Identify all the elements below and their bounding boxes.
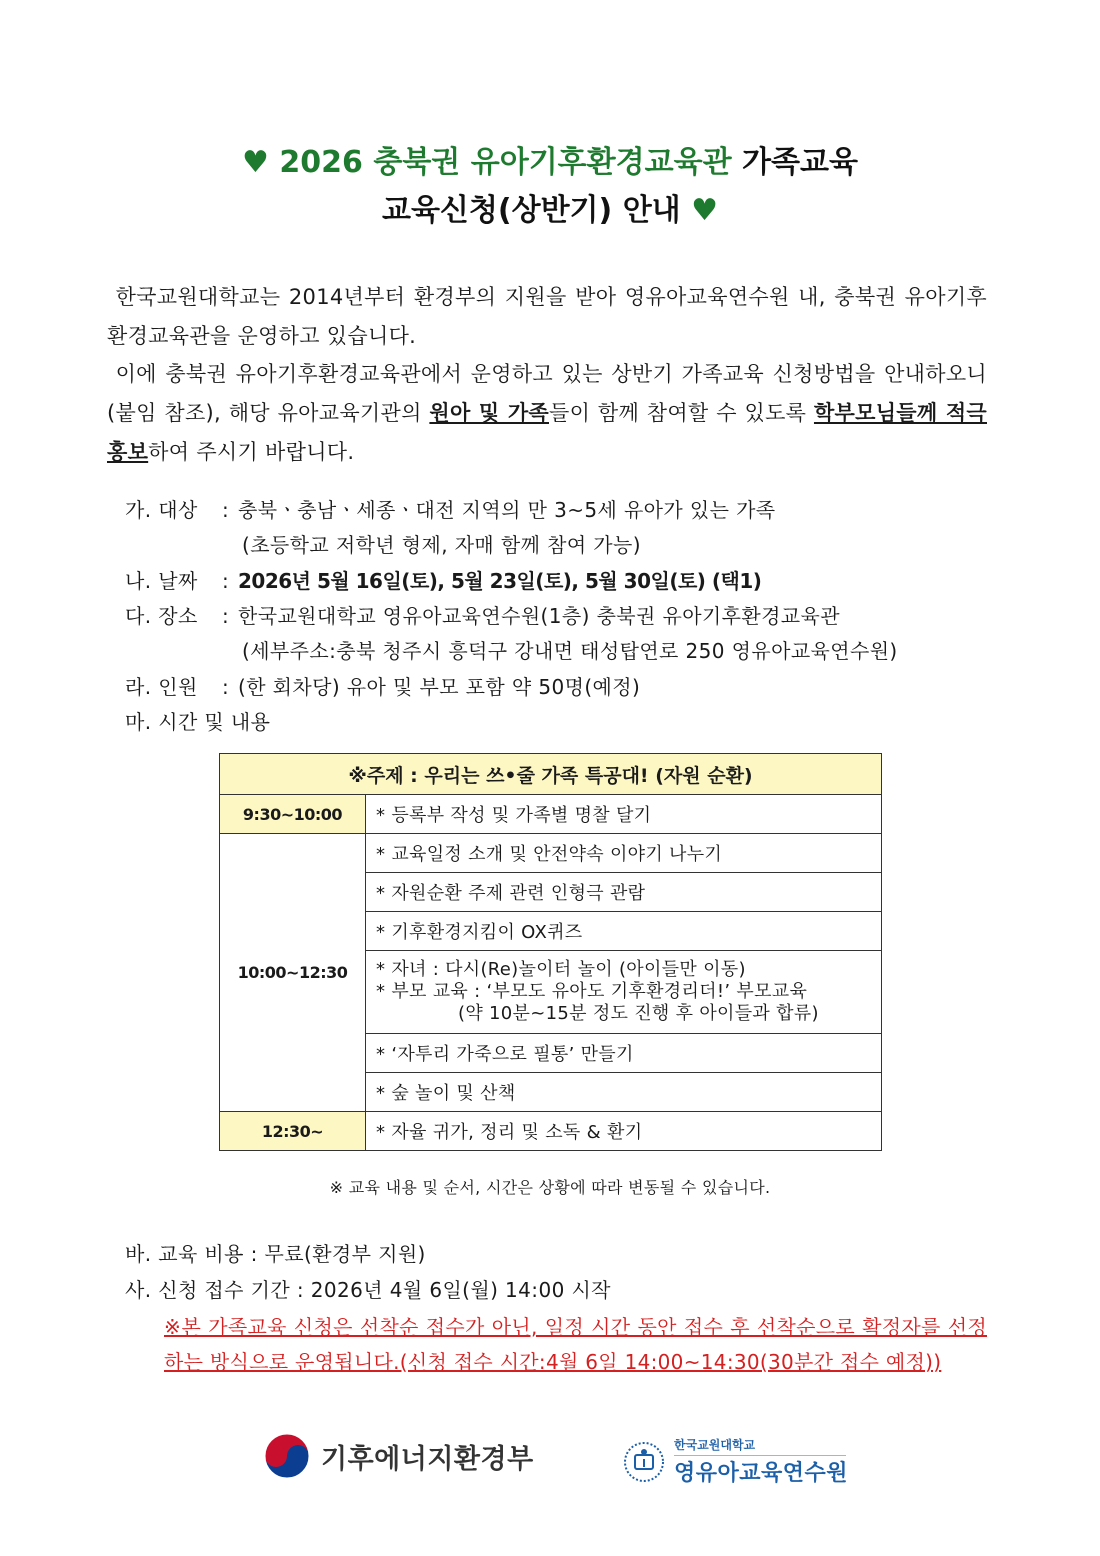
title-black-text: 가족교육 <box>742 145 858 180</box>
item-label: 바. 교육 비용 <box>125 1242 244 1266</box>
item-value: (한 회차당) 유아 및 부모 포함 약 50명(예정) <box>238 675 641 699</box>
page-title-line1 <box>0 137 1100 181</box>
table-row <box>220 754 882 795</box>
item-target-sub: (초등학교 저학년 형제, 자매 함께 참여 가능) <box>242 533 641 557</box>
colon: : <box>296 1278 304 1302</box>
intro-text-1: 한국교원대학교는 2014년부터 환경부의 지원을 받아 영유아교육연수원 내, 충북권 유아기후환경교육관을 운영하고 있습니다. <box>107 285 987 348</box>
ministry-name: 기후에너지환경부 <box>321 1443 534 1475</box>
university-small: 한국교원대학교 <box>674 1436 846 1456</box>
item-target <box>125 497 776 523</box>
intro-emphasis-1: 원아 및 가족 <box>429 401 549 425</box>
activity-cell: * 숲 놀이 및 산책 <box>366 1073 882 1112</box>
table-row <box>220 1112 882 1151</box>
colon: : <box>222 498 230 522</box>
activity-line: * 부모 교육 : ‘부모도 유아도 기후환경리더!’ 부모교육 <box>376 981 808 1002</box>
item-label: 마. 시간 및 내용 <box>125 710 271 734</box>
time-cell: 10:00~12:30 <box>220 834 366 1112</box>
title-green-text: 2026 충북권 유아기후환경교육관 <box>279 145 732 180</box>
item-label: 가. 대상 <box>125 498 198 522</box>
activity-cell: * 자율 귀가, 정리 및 소독 & 환기 <box>366 1112 882 1151</box>
item-cost <box>125 1241 426 1267</box>
item-place <box>125 603 840 629</box>
item-label: 라. 인원 <box>125 675 198 699</box>
item-value: 한국교원대학교 영유아교육연수원(1층) 충북권 유아기후환경교육관 <box>238 604 840 628</box>
activity-cell: * ‘자투리 가죽으로 필통’ 만들기 <box>366 1034 882 1073</box>
activity-cell: * 교육일정 소개 및 안전약속 이야기 나누기 <box>366 834 882 873</box>
intro-text-2e: 하여 주시기 바랍니다. <box>148 440 355 464</box>
schedule-theme: ※주제 : 우리는 쓰•줄 가족 특공대! (자원 순환) <box>220 754 882 795</box>
intro-paragraph-1 <box>107 278 987 356</box>
university-text <box>674 1436 848 1487</box>
item-label: 사. 신청 접수 기간 <box>125 1278 291 1302</box>
heart-icon: ♥ <box>691 193 719 228</box>
item-place-sub: (세부주소:충북 청주시 흥덕구 강내면 태성탑연로 250 영유아교육연수원) <box>242 639 898 663</box>
intro-emphasis-2: 학부모님들께 적극 홍보 <box>107 401 987 464</box>
activity-cell: * 자원순환 주제 관련 인형극 관람 <box>366 873 882 912</box>
colon: : <box>222 675 230 699</box>
university-big: 영유아교육연수원 <box>674 1461 849 1486</box>
intro-paragraph-2 <box>107 355 987 472</box>
item-value: 무료(환경부 지원) <box>264 1242 426 1266</box>
item-value: 충북ㆍ충남ㆍ세종ㆍ대전 지역의 만 3~5세 유아가 있는 가족 <box>238 498 776 522</box>
item-application-period <box>125 1277 611 1303</box>
activity-cell-multi <box>366 951 882 1034</box>
intro-text-2a: 이에 충북권 유아기후환경교육관에서 운영하고 있는 상반기 가족교육 신청방법을 안내하오니(붙임 참조), 해당 유아교육기관의 <box>107 362 987 425</box>
university-logo <box>622 1436 848 1487</box>
activity-cell: * 등록부 작성 및 가족별 명찰 달기 <box>366 795 882 834</box>
title-line2-text: 교육신청(상반기) 안내 <box>381 193 681 228</box>
colon: : <box>222 569 230 593</box>
item-value: 2026년 4월 6일(월) 14:00 시작 <box>310 1278 611 1302</box>
time-cell: 12:30~ <box>220 1112 366 1151</box>
schedule-table <box>219 753 882 1151</box>
item-label: 나. 날짜 <box>125 569 198 593</box>
taegeuk-icon <box>263 1432 311 1480</box>
item-label: 다. 장소 <box>125 604 198 628</box>
activity-line: * 자녀 : 다시(Re)놀이터 놀이 (아이들만 이동) <box>376 959 746 980</box>
heart-icon: ♥ <box>242 145 269 180</box>
table-row <box>220 795 882 834</box>
item-date <box>125 568 761 594</box>
intro-text-2c: 들이 함께 참여할 수 있도록 <box>549 401 814 425</box>
red-notice: ※본 가족교육 신청은 선착순 접수가 아닌, 일정 시간 동안 접수 후 선착순으로 확정자를 선정하는 방식으로 운영됩니다.(신청 접수 시간:4월 6일 14:00~14:30(30분간 접수 예정)) <box>164 1315 987 1374</box>
activity-line: (약 10분~15분 정도 진행 후 아이들과 합류) <box>458 1003 819 1024</box>
ministry-logo <box>263 1432 534 1480</box>
schedule-note: ※ 교육 내용 및 순서, 시간은 상황에 따라 변동될 수 있습니다. <box>329 1178 771 1197</box>
activity-cell: * 기후환경지킴이 OX퀴즈 <box>366 912 882 951</box>
item-people <box>125 674 640 700</box>
item-schedule-label <box>125 709 270 735</box>
table-row <box>220 834 882 873</box>
colon: : <box>222 604 230 628</box>
time-cell: 9:30~10:00 <box>220 795 366 834</box>
item-value: 2026년 5월 16일(토), 5월 23일(토), 5월 30일(토) (택1) <box>238 569 762 593</box>
emblem-icon <box>622 1440 666 1484</box>
page-title-line2 <box>0 185 1100 229</box>
colon: : <box>250 1242 258 1266</box>
